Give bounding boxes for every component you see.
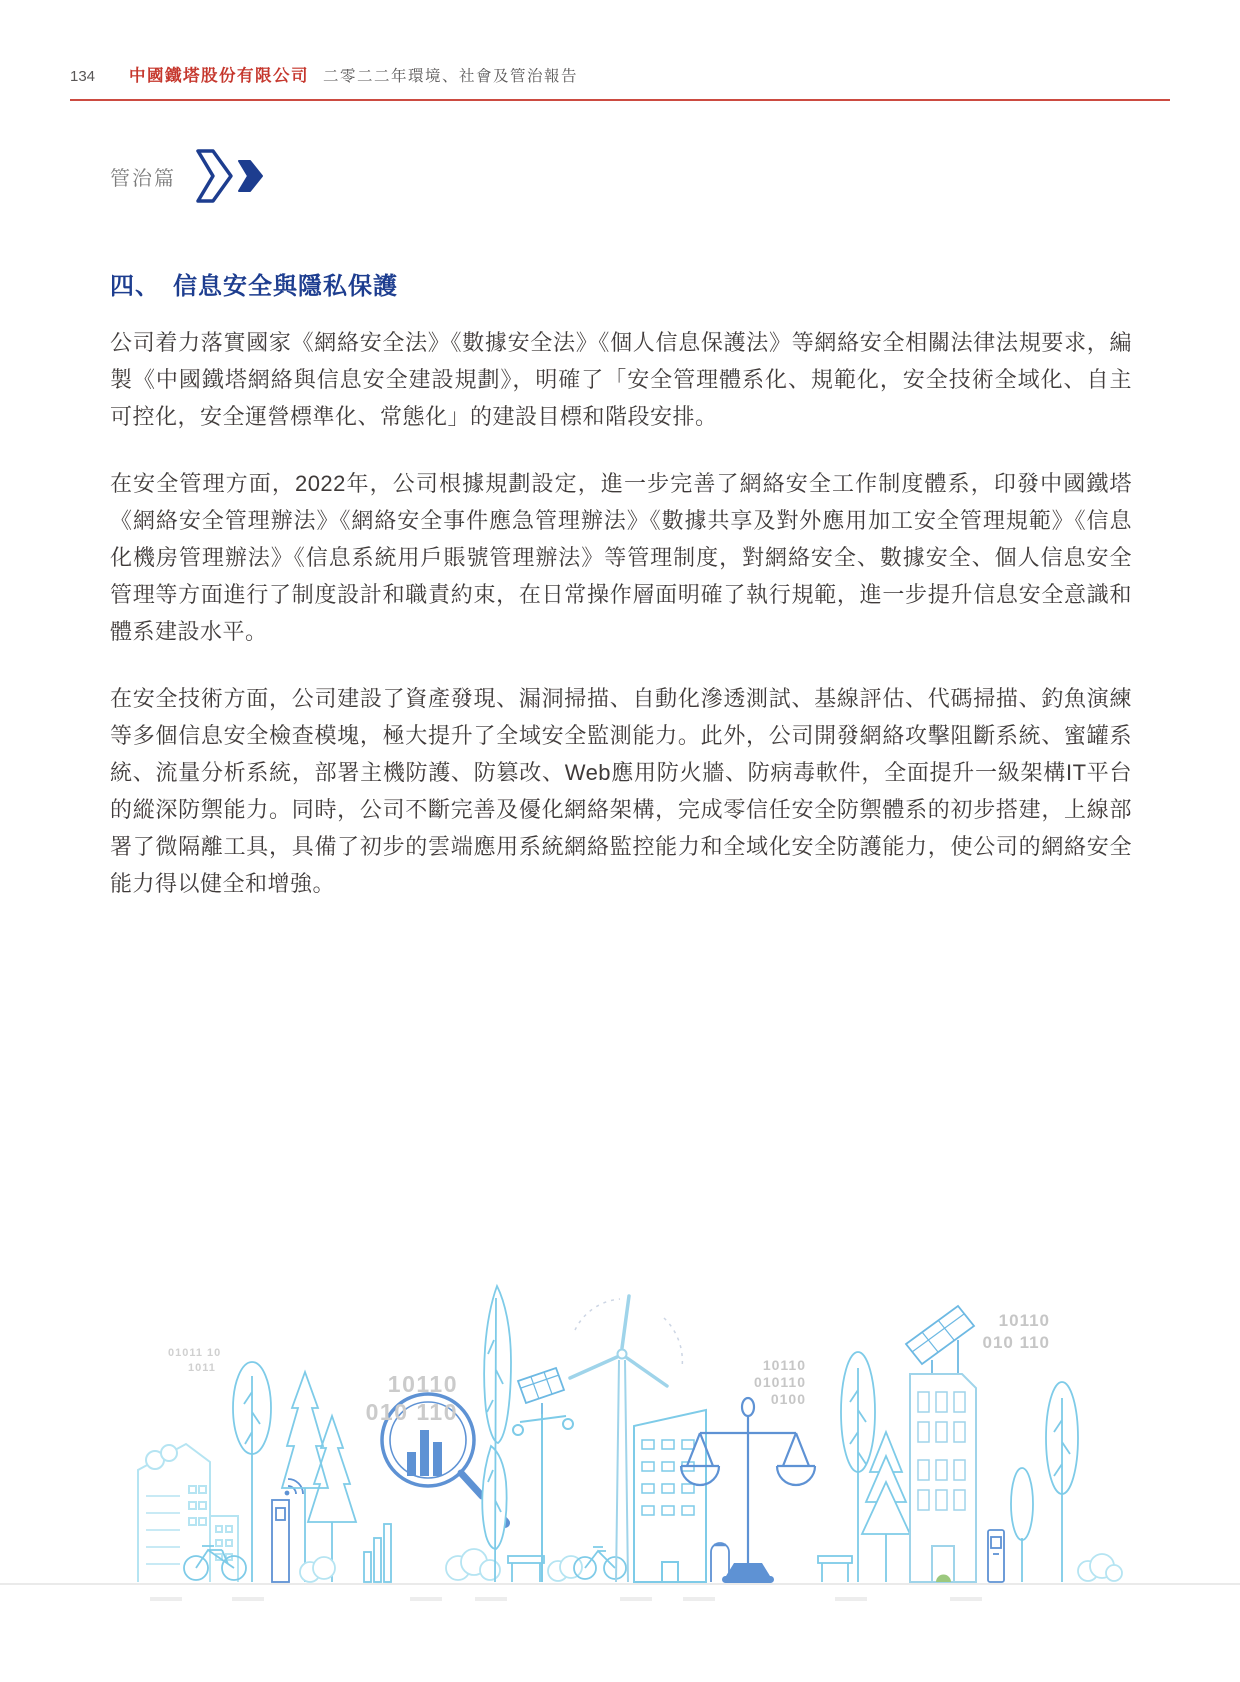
binary-text: 01011 10 <box>168 1347 222 1359</box>
binary-text: 10110 <box>387 1371 458 1397</box>
dash <box>950 1597 982 1601</box>
page-number: 134 <box>70 68 96 85</box>
binary-text: 10110 <box>998 1311 1050 1330</box>
bench-icon <box>508 1556 544 1582</box>
dash <box>232 1597 264 1601</box>
binary-text: 010 110 <box>982 1333 1050 1352</box>
dash <box>683 1597 715 1601</box>
binary-text: 010110 <box>754 1374 806 1390</box>
city-skyline-illustration <box>0 1280 1240 1592</box>
tree-icon <box>841 1352 875 1582</box>
section-content <box>110 272 1132 932</box>
solar-building-icon <box>906 1306 976 1582</box>
bush-icon <box>446 1549 500 1580</box>
building-icon <box>634 1410 706 1582</box>
binary-text: 1011 <box>188 1362 216 1374</box>
bush-icon <box>1078 1554 1122 1581</box>
page-header <box>70 62 1170 86</box>
binary-text: 010 110 <box>365 1399 458 1425</box>
solar-panel-icon <box>513 1368 573 1582</box>
body-paragraph: 在安全管理方面，2022年，公司根據規劃設定，進一步完善了網絡安全工作制度體系，印發中國鐵塔《網絡安全管理辦法》《網絡安全事件應急管理辦法》《數據共享及對外應用加工安全管理規範》《信息化機房管理辦法》《信息系統用戶賬號管理辦法》等管理制度，對網絡安全、數據安全、個人信息安全管理等方面進行了制度設計和職責約束，在日常操作層面明確了執行規範，進一步提升信息安全意識和體系建設水平。 <box>110 471 1132 644</box>
bar-chart-icon <box>364 1524 391 1582</box>
double-chevron-right-icon <box>192 146 272 206</box>
dash <box>620 1597 652 1601</box>
dash <box>835 1597 867 1601</box>
binary-text: 10110 <box>762 1357 806 1373</box>
bench-icon <box>818 1556 852 1582</box>
dash <box>150 1597 182 1601</box>
dash <box>410 1597 442 1601</box>
binary-text: 0100 <box>770 1391 806 1407</box>
chapter-label: 管治篇 <box>110 167 176 190</box>
tree-icon <box>1011 1382 1078 1582</box>
chapter-tab <box>110 146 272 206</box>
wifi-charging-post-icon <box>272 1479 303 1582</box>
dash <box>475 1597 507 1601</box>
pine-tree-icon <box>282 1372 356 1582</box>
bicycle-icon <box>184 1546 246 1580</box>
section-heading: 四、 信息安全與隱私保護 <box>110 273 398 300</box>
company-name: 中國鐵塔股份有限公司 <box>129 67 310 85</box>
body-paragraph: 在安全技術方面，公司建設了資產發現、漏洞掃描、自動化滲透測試、基線評估、代碼掃描、釣魚演練等多個信息安全檢查模塊，極大提升了全域安全監測能力。此外，公司開發網絡攻擊阻斷系統、蜜罐系統、流量分析系統，部署主機防護、防篡改、Web應用防火牆、防病毒軟件，全面提升一級架構IT平台的縱深防禦能力。同時，公司不斷完善及優化網絡架構，完成零信任安全防禦體系的初步搭建，上線部署了微隔離工具，具備了初步的雲端應用系統網絡監控能力和全域化安全防護能力，使公司的網絡安全能力得以健全和增強。 <box>110 686 1132 896</box>
body-paragraph: 公司着力落實國家《網絡安全法》《數據安全法》《個人信息保護法》等網絡安全相關法律法規要求，編製《中國鐵塔網絡與信息安全建設規劃》，明確了「安全管理體系化、規範化，安全技術全域化、自主可控化，安全運營標準化、常態化」的建設目標和階段安排。 <box>110 330 1132 429</box>
poplar-tree-icon <box>482 1286 511 1582</box>
header-rule <box>70 99 1170 101</box>
report-title: 二零二二年環境、社會及管治報告 <box>323 68 579 85</box>
parking-meter-icon <box>988 1530 1004 1582</box>
